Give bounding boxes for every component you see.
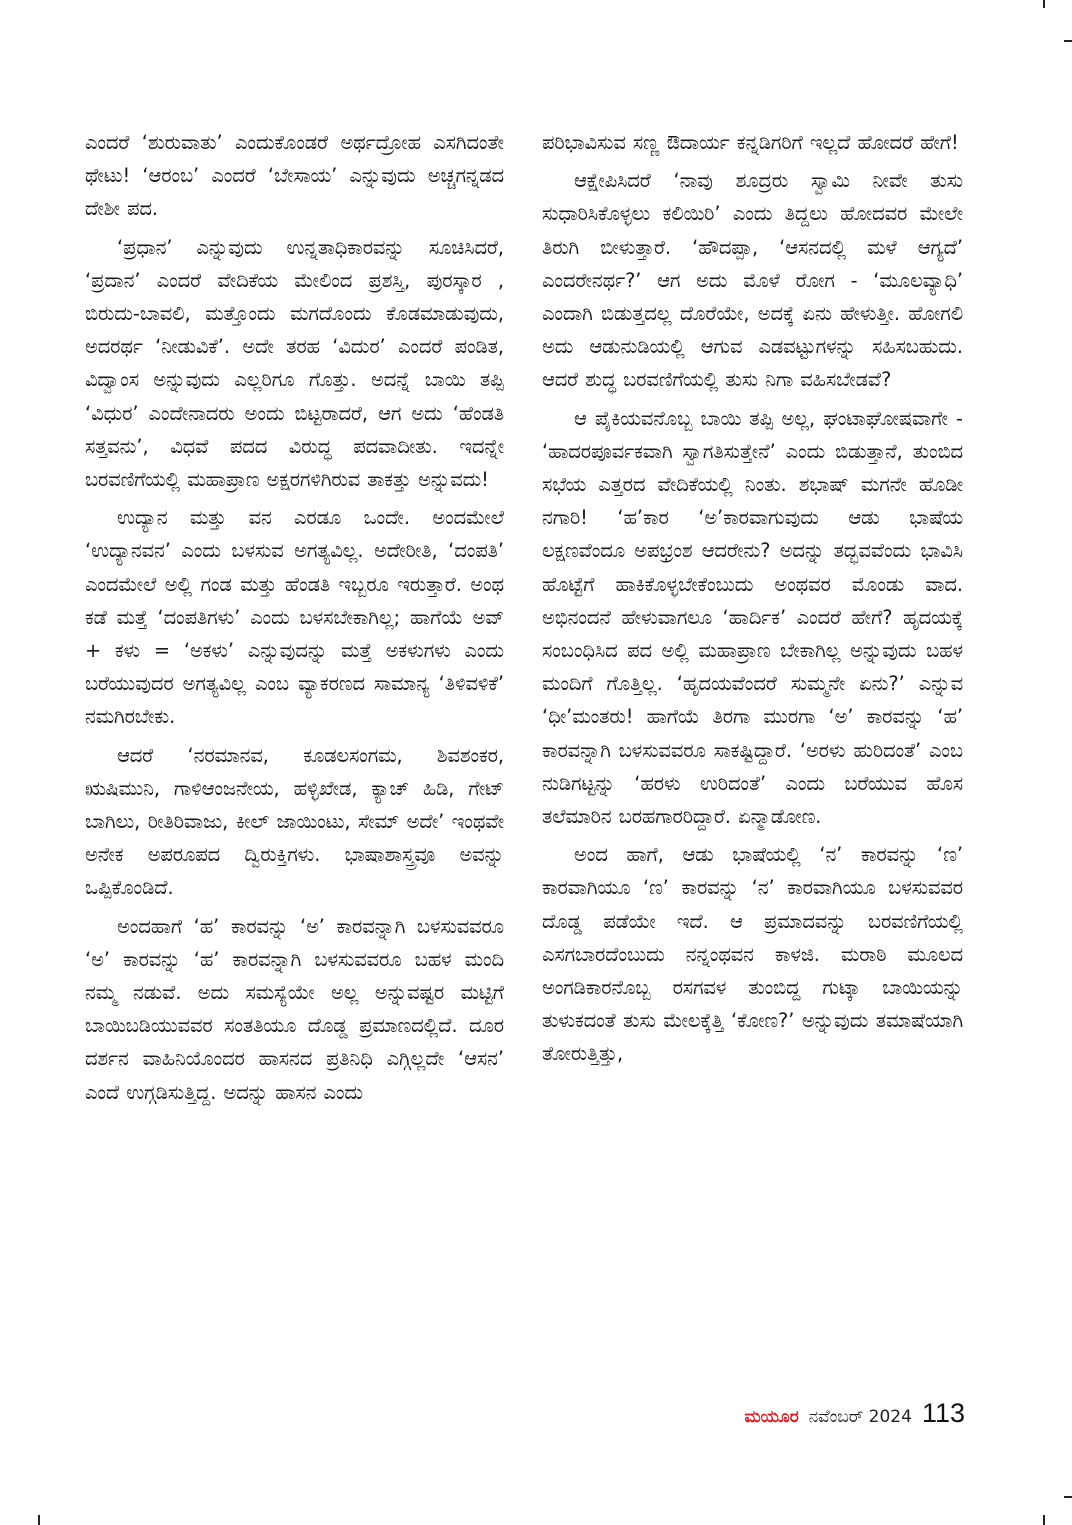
paragraph: ಅಂದ ಹಾಗೆ, ಆಡು ಭಾಷೆಯಲ್ಲಿ ‘ನ’ ಕಾರವನ್ನು ‘ಣ’ ಕಾರವಾಗಿಯೂ ‘ಣ’ ಕಾರವನ್ನು ‘ನ’ ಕಾರವಾಗಿಯೂ ಬಳಸುವವರ ದೊಡ್ಡ ಪಡೆಯೇ ಇದೆ. ಆ ಪ್ರಮಾದವನ್ನು ಬರವಣಿಗೆಯಲ್ಲಿ ಎಸಗಬಾರದೆಂಬುದು ನನ್ನಂಥವನ ಕಾಳಜಿ. ಮರಾಠಿ ಮೂಲದ ಅಂಗಡಿಕಾರನೊಬ್ಬ ರಸಗವಳ ತುಂಬಿದ್ದ ಗುಟ್ಕಾ ಬಾಯಿಯನ್ನು ತುಳುಕದಂತೆ ತುಸು ಮೇಲಕ್ಕೆತ್ತಿ ‘ಕೋಣ?’ ಅನ್ನುವುದು ತಮಾಷೆಯಾಗಿ ತೋರುತ್ತಿತ್ತು, (542, 843, 963, 1066)
magazine-logo: ಮಯೂರ (744, 1407, 799, 1427)
paragraph: ಆದರೆ ‘ನರಮಾನವ, ಕೂಡಲಸಂಗಮ, ಶಿವಶಂಕರ, ಋಷಿಮುನಿ, ಗಾಳಿಆಂಜನೇಯ, ಹಳ್ಳಿಖೇಡ, ಕ್ಯಾಚ್ ಹಿಡಿ, ಗೇಟ್ ಬಾಗಿಲು, ರೀತಿರಿವಾಜು, ಕೀಲ್ ಜಾಯಿಂಟು, ಸೇಮ್ ಅದೇ’ ಇಂಥವೇ ಅನೇಕ ಅಪರೂಪದ ದ್ವಿರುಕ್ತಿಗಳು. ಭಾಷಾಶಾಸ್ತ್ರವೂ ಅವನ್ನು ಒಪ್ಪಿಕೊಂಡಿದೆ. (85, 743, 504, 900)
paragraph: ಆ ಪೈಕಿಯವನೊಬ್ಬ ಬಾಯಿ ತಪ್ಪಿ ಅಲ್ಲ, ಘಂಟಾಘೋಷವಾಗೇ - ‘ಹಾದರಪೂರ್ವಕವಾಗಿ ಸ್ವಾಗತಿಸುತ್ತೇನೆ’ ಎಂದು ಬಿಡುತ್ತಾನೆ, ತುಂಬಿದ ಸಭೆಯ ಎತ್ತರದ ವೇದಿಕೆಯಲ್ಲಿ ನಿಂತು. ಶಭಾಷ್ ಮಗನೇ ಹೊಡೀ ನಗಾರಿ! ‘ಹ’ಕಾರ ‘ಅ’ಕಾರವಾಗುವುದು ಆಡು ಭಾಷೆಯ ಲಕ್ಷಣವೆಂದೂ ಅಪಭ್ರಂಶ ಆದರೇನು? ಅದನ್ನು ತದ್ಭವವೆಂದು ಭಾವಿಸಿ ಹೊಟ್ಟೆಗೆ ಹಾಕಿಕೊಳ್ಳಬೇಕೆಂಬುದು ಅಂಥವರ ಮೊಂಡು ವಾದ. ಅಭಿನಂದನೆ ಹೇಳುವಾಗಲೂ ‘ಹಾರ್ದಿಕ’ ಎಂದರೆ ಹೇಗೆ? ಹೃದಯಕ್ಕೆ ಸಂಬಂಧಿಸಿದ ಪದ ಅಲ್ಲಿ ಮಹಾಪ್ರಾಣ ಬೇಕಾಗಿಲ್ಲ ಅನ್ನುವುದು ಬಹಳ ಮಂದಿಗೆ ಗೊತ್ತಿಲ್ಲ. ‘ಹೃದಯವೆಂದರೆ ಸುಮ್ಮನೇ ಏನು?’ ಎನ್ನುವ ‘ಧೀ’ಮಂತರು! ಹಾಗೆಯೆ ತಿರಗಾ ಮುರಗಾ ‘ಅ’ ಕಾರವನ್ನು ‘ಹ’ ಕಾರವನ್ನಾಗಿ ಬಳಸುವವರೂ ಸಾಕಷ್ಟಿದ್ದಾರೆ. ‘ಅರಳು ಹುರಿದಂತೆ’ ಎಂಬ ನುಡಿಗಟ್ಟನ್ನು ‘ಹರಳು ಉರಿದಂತೆ’ ಎಂದು ಬರೆಯುವ ಹೊಸ ತಲೆಮಾರಿನ ಬರಹಗಾರರಿದ್ದಾರೆ. ಏನ್ಮಾಡೋಣ. (542, 406, 963, 829)
paragraph: ‘ಪ್ರಧಾನ’ ಎನ್ನುವುದು ಉನ್ನತಾಧಿಕಾರವನ್ನು ಸೂಚಿಸಿದರೆ, ‘ಪ್ರದಾನ’ ಎಂದರೆ ವೇದಿಕೆಯ ಮೇಲಿಂದ ಪ್ರಶಸ್ತಿ, ಪುರಸ್ಕಾರ , ಬಿರುದು-ಬಾವಲಿ, ಮತ್ತೊಂದು ಮಗದೊಂದು ಕೊಡಮಾಡುವುದು, ಅದರರ್ಥ ‘ನೀಡುವಿಕೆ’. ಅದೇ ತರಹ ‘ವಿದುರ’ ಎಂದರೆ ಪಂಡಿತ, ವಿದ್ವಾಂಸ ಅನ್ನುವುದು ಎಲ್ಲರಿಗೂ ಗೊತ್ತು. ಅದನ್ನೆ ಬಾಯಿ ತಪ್ಪಿ ‘ವಿಧುರ’ ಎಂದೇನಾದರು ಅಂದು ಬಿಟ್ಟರಾದರೆ, ಆಗ ಅದು ‘ಹೆಂಡತಿ ಸತ್ತವನು’, ವಿಧವೆ ಪದದ ವಿರುದ್ಧ ಪದವಾದೀತು. ಇದನ್ನೇ ಬರವಣಿಗೆಯಲ್ಲಿ ಮಹಾಪ್ರಾಣ ಅಕ್ಷರಗಳಿಗಿರುವ ತಾಕತ್ತು ಅನ್ನುವದು! (85, 235, 504, 492)
crop-mark-bottom-right (1043, 1515, 1045, 1525)
paragraph: ಎಂದರೆ ‘ಶುರುವಾತು’ ಎಂದುಕೊಂಡರೆ ಅರ್ಥದ್ರೋಹ ಎಸಗಿದಂತೇ ಥೇಟು! ‘ಆರಂಬ’ ಎಂದರೆ ‘ಬೇಸಾಯ’ ಎನ್ನುವುದು ಅಚ್ಚಗನ್ನಡದ ದೇಶೀ ಪದ. (85, 131, 504, 221)
right-column (542, 126, 963, 1076)
left-column (85, 126, 504, 1114)
issue-date: ನವೆಂಬರ್ 2024 (808, 1407, 912, 1427)
paragraph: ಆಕ್ಷೇಪಿಸಿದರೆ ‘ನಾವು ಶೂದ್ರರು ಸ್ವಾಮಿ ನೀವೇ ತುಸು ಸುಧಾರಿಸಿಕೊಳ್ಳಲು ಕಲಿಯಿರಿ’ ಎಂದು ತಿದ್ದಲು ಹೋದವರ ಮೇಲೇ ತಿರುಗಿ ಬೀಳುತ್ತಾರೆ. ‘ಹೌದಪ್ಪಾ, ‘ಆಸನದಲ್ಲಿ ಮಳೆ ಆಗ್ಯದೆ’ ಎಂದರೇನರ್ಥ?’ ಆಗ ಅದು ಮೊಳೆ ರೋಗ - ‘ಮೂಲವ್ಯಾಧಿ’ ಎಂದಾಗಿ ಬಿಡುತ್ತದಲ್ಲ ದೊರೆಯೇ, ಅದಕ್ಕೆ ಏನು ಹೇಳುತ್ತೀ. ಹೋಗಲಿ ಅದು ಆಡುನುಡಿಯಲ್ಲಿ ಆಗುವ ಎಡವಟ್ಟುಗಳನ್ನು ಸಹಿಸಬಹುದು. ಆದರೆ ಶುದ್ಧ ಬರವಣಿಗೆಯಲ್ಲಿ ತುಸು ನಿಗಾ ವಹಿಸಬೇಡವೆ? (542, 169, 963, 392)
crop-mark-right-upper (1064, 40, 1072, 42)
paragraph: ಪರಿಭಾವಿಸುವ ಸಣ್ಣ ಔದಾರ್ಯ ಕನ್ನಡಿಗರಿಗೆ ಇಲ್ಲದೆ ಹೋದರೆ ಹೇಗೆ! (542, 131, 959, 154)
page-footer (700, 1392, 965, 1428)
crop-mark-right-lower (1064, 1496, 1072, 1498)
paragraph: ಉದ್ಯಾನ ಮತ್ತು ವನ ಎರಡೂ ಒಂದೇ. ಅಂದಮೇಲೆ ‘ಉದ್ಯಾನವನ’ ಎಂದು ಬಳಸುವ ಅಗತ್ಯವಿಲ್ಲ. ಅದೇರೀತಿ, ‘ದಂಪತಿ’ ಎಂದಮೇಲೆ ಅಲ್ಲಿ ಗಂಡ ಮತ್ತು ಹೆಂಡತಿ ಇಬ್ಬರೂ ಇರುತ್ತಾರೆ. ಅಂಥ ಕಡೆ ಮತ್ತೆ ‘ದಂಪತಿಗಳು’ ಎಂದು ಬಳಸಬೇಕಾಗಿಲ್ಲ; ಹಾಗೆಯೆ ಅವ್ + ಕಳು = ‘ಅಕಳು’ ಎನ್ನುವುದನ್ನು ಮತ್ತೆ ಅಕಳುಗಳು ಎಂದು ಬರೆಯುವುದರ ಅಗತ್ಯವಿಲ್ಲ ಎಂಬ ವ್ಯಾಕರಣದ ಸಾಮಾನ್ಯ ‘ತಿಳಿವಳಿಕೆ’ ನಮಗಿರಬೇಕು. (85, 506, 504, 729)
paragraph: ಅಂದಹಾಗೆ ‘ಹ’ ಕಾರವನ್ನು ‘ಅ’ ಕಾರವನ್ನಾಗಿ ಬಳಸುವವರೂ ‘ಅ’ ಕಾರವನ್ನು ‘ಹ’ ಕಾರವನ್ನಾಗಿ ಬಳಸುವವರೂ ಬಹಳ ಮಂದಿ ನಮ್ಮ ನಡುವೆ. ಅದು ಸಮಸ್ಯೆಯೇ ಅಲ್ಲ ಅನ್ನುವಷ್ಟರ ಮಟ್ಟಿಗೆ ಬಾಯಿಬಡಿಯುವವರ ಸಂತತಿಯೂ ದೊಡ್ಡ ಪ್ರಮಾಣದಲ್ಲಿದೆ. ದೂರ ದರ್ಶನ ವಾಹಿನಿಯೊಂದರ ಹಾಸನದ ಪ್ರತಿನಿಧಿ ಎಗ್ಗಿಲ್ಲದೇ ‘ಆಸನ’ ಎಂದೆ ಉಗ್ಗಡಿಸುತ್ತಿದ್ದ. ಅದನ್ನು ಹಾಸನ ಎಂದು (85, 914, 504, 1104)
page-number: 113 (921, 1398, 965, 1428)
crop-mark-top-right (1043, 0, 1045, 8)
crop-mark-bottom-left (38, 1515, 40, 1525)
